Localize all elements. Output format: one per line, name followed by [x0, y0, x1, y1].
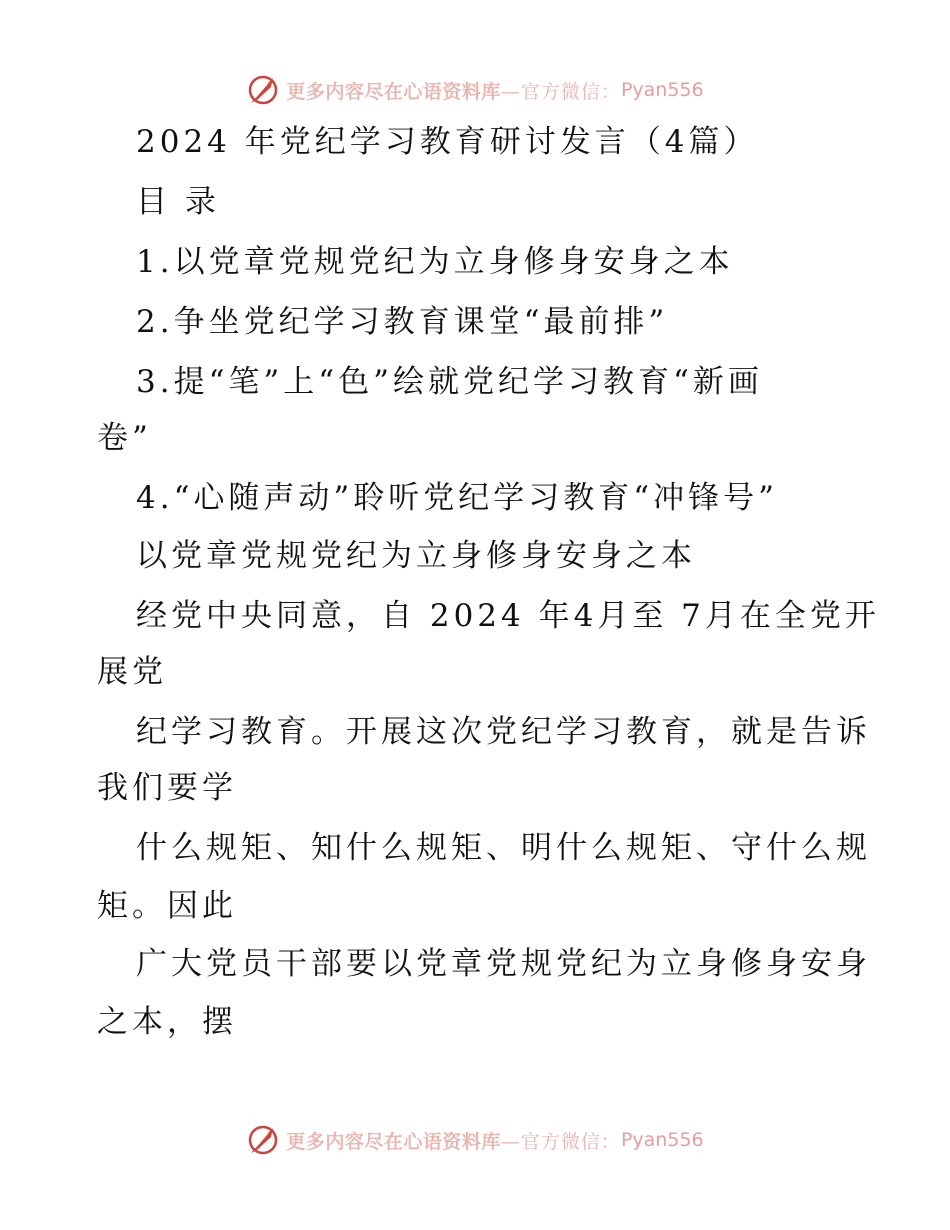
paragraph-line: 之本，摆	[97, 1004, 237, 1040]
section-heading: 以党章党规党纪为立身修身安身之本	[136, 538, 696, 574]
paragraph-line: 矩。因此	[97, 888, 237, 924]
toc-item-1: 1.以党章党规党纪为立身修身安身之本	[136, 244, 734, 280]
watermark-text-wechat: —官方微信：	[500, 80, 621, 103]
quill-logo-icon	[246, 1123, 280, 1157]
toc-item-4: 4.“心随声动”聆听党纪学习教育“冲锋号”	[136, 480, 778, 516]
paragraph-line: 广大党员干部要以党章党规党纪为立身修身安身	[136, 946, 871, 982]
watermark-text-wechat: —官方微信：	[500, 1130, 621, 1153]
watermark-text-main: 更多内容尽在心语资料库	[286, 1130, 501, 1153]
paragraph-line: 展党	[97, 654, 167, 690]
paragraph-line: 我们要学	[97, 770, 237, 806]
toc-item-2: 2.争坐党纪学习教育课堂“最前排”	[136, 304, 669, 340]
watermark-text-id: Pyan556	[620, 1129, 704, 1151]
toc-item-3-cont: 卷”	[97, 420, 152, 456]
paragraph-line: 什么规矩、知什么规矩、明什么规矩、守什么规	[136, 830, 871, 866]
document-title: 2024 年党纪学习教育研讨发言（4篇）	[136, 124, 759, 160]
watermark-text-main: 更多内容尽在心语资料库	[286, 80, 501, 103]
quill-logo-icon	[246, 73, 280, 107]
paragraph-line: 纪学习教育。开展这次党纪学习教育，就是告诉	[136, 714, 871, 750]
toc-item-3: 3.提“笔”上“色”绘就党纪学习教育“新画	[136, 364, 763, 400]
watermark-banner-top	[0, 70, 950, 110]
toc-heading: 目 录	[136, 184, 220, 220]
paragraph-line: 经党中央同意，自 2024 年4月至 7月在全党开	[136, 598, 880, 634]
watermark-banner-bottom	[0, 1120, 950, 1160]
watermark-text-id: Pyan556	[620, 79, 704, 101]
